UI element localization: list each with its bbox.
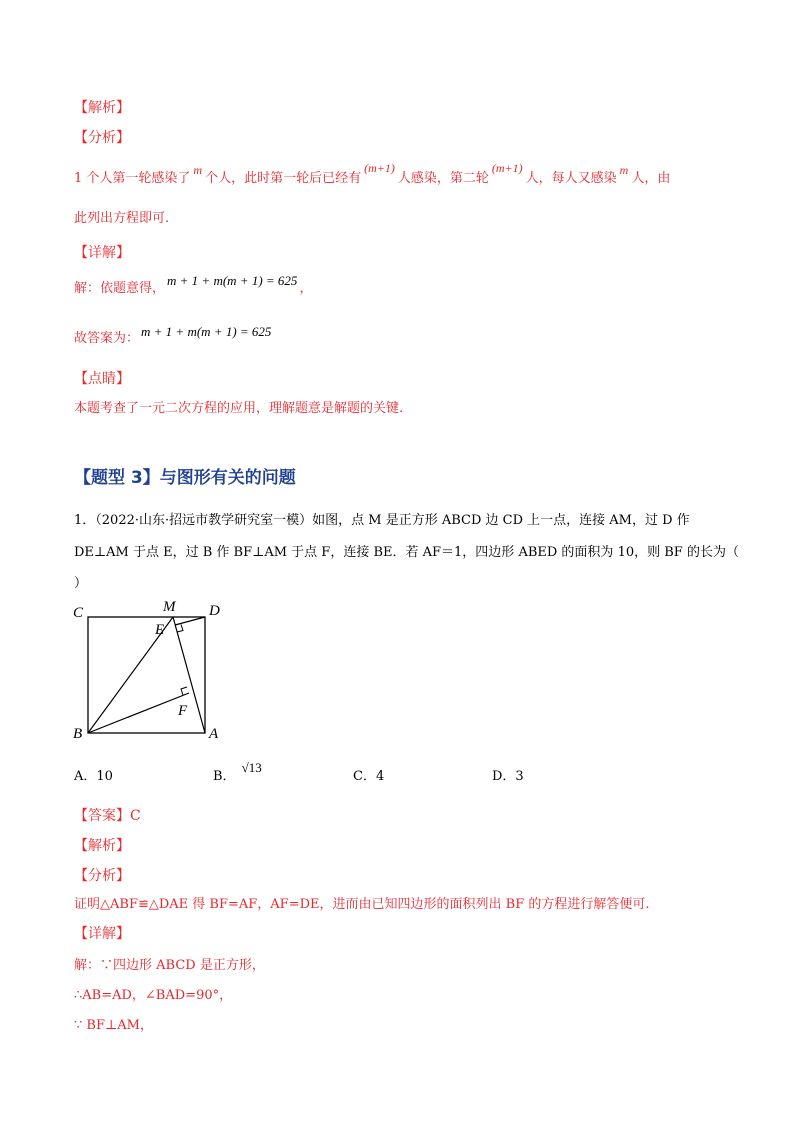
analysis-line-1 — [74, 161, 671, 186]
question-line-1: 1．（2022·山东·招远市教学研究室一模）如图，点 M 是正方形 ABCD 边 CD 上一点，连接 AM，过 D 作 — [74, 513, 690, 528]
comma: ， — [299, 281, 313, 296]
var-m: m — [619, 163, 629, 177]
detail-step-2: ∴AB=AD，∠BAD=90°， — [74, 988, 233, 1003]
label-f: F — [178, 703, 188, 719]
analysis-text-a: 1 个人第一轮感染了 — [74, 171, 191, 186]
label-a: A — [209, 726, 219, 742]
option-b-prefix: B． — [213, 769, 236, 784]
detail-step-1: 解：∵四边形 ABCD 是正方形， — [74, 958, 265, 973]
xiangjie-tag-2: 【详解】 — [74, 926, 130, 942]
segment-de — [175, 617, 205, 625]
answer-tag: 【答案】C — [74, 808, 141, 824]
equation-1: m + 1 + m(m + 1) = 625 — [167, 273, 298, 288]
label-b: B — [73, 726, 83, 742]
question-line-2: DE⊥AM 于点 E，过 B 作 BF⊥AM 于点 F，连接 BE．若 AF＝1，四边形 ABED 的面积为 10，则 BF 的长为（ — [74, 545, 739, 560]
dianjing-tag: 【点睛】 — [74, 371, 130, 387]
option-d: D．3 — [492, 769, 524, 784]
analysis-2: 证明△ABF≌△DAE 得 BF=AF，AF=DE，进而由已知四边形的面积列出 BF 的方程进行解答便可. — [74, 897, 650, 912]
jiexi-tag: 【解析】 — [74, 100, 130, 116]
xiangjie-tag: 【详解】 — [74, 245, 130, 261]
solution-prefix: 解：依题意得， — [74, 281, 166, 296]
option-a: A．10 — [74, 769, 113, 784]
answer-prefix: 故答案为： — [74, 331, 140, 346]
solution-line — [74, 273, 313, 296]
label-c: C — [73, 605, 84, 621]
question-line-3: ） — [74, 576, 88, 591]
fenxi-tag: 【分析】 — [74, 130, 130, 146]
analysis-line-2: 此列出方程即可. — [74, 211, 170, 226]
detail-step-3: ∵ BF⊥AM， — [74, 1018, 153, 1033]
square-figure — [60, 595, 230, 750]
analysis-text-d: 人，每人又感染 — [525, 171, 617, 186]
label-d: D — [209, 603, 220, 619]
expr-m-plus-1: (m+1) — [364, 161, 395, 175]
option-c: C．4 — [353, 769, 385, 784]
section-heading: 【题型 3】与图形有关的问题 — [74, 468, 296, 488]
expr-m-plus-1: (m+1) — [491, 161, 523, 175]
analysis-text-b: 个人，此时第一轮后已经有 — [205, 171, 362, 186]
square-abcd — [88, 617, 205, 733]
fenxi-tag-2: 【分析】 — [74, 868, 130, 884]
jiexi-tag-2: 【解析】 — [74, 838, 130, 854]
equation-2: m + 1 + m(m + 1) = 625 — [141, 324, 272, 339]
var-m: m — [193, 163, 203, 177]
option-b-value: √13 — [241, 760, 262, 775]
analysis-text-e: 人，由 — [631, 171, 671, 186]
answer-line — [74, 324, 273, 346]
comment-line: 本题考查了一元二次方程的应用，理解题意是解题的关键. — [74, 401, 404, 416]
option-b — [213, 760, 262, 784]
analysis-text-c: 人感染，第二轮 — [397, 171, 489, 186]
label-e: E — [155, 622, 165, 638]
right-angle-e — [177, 625, 183, 633]
label-m: M — [163, 599, 176, 615]
